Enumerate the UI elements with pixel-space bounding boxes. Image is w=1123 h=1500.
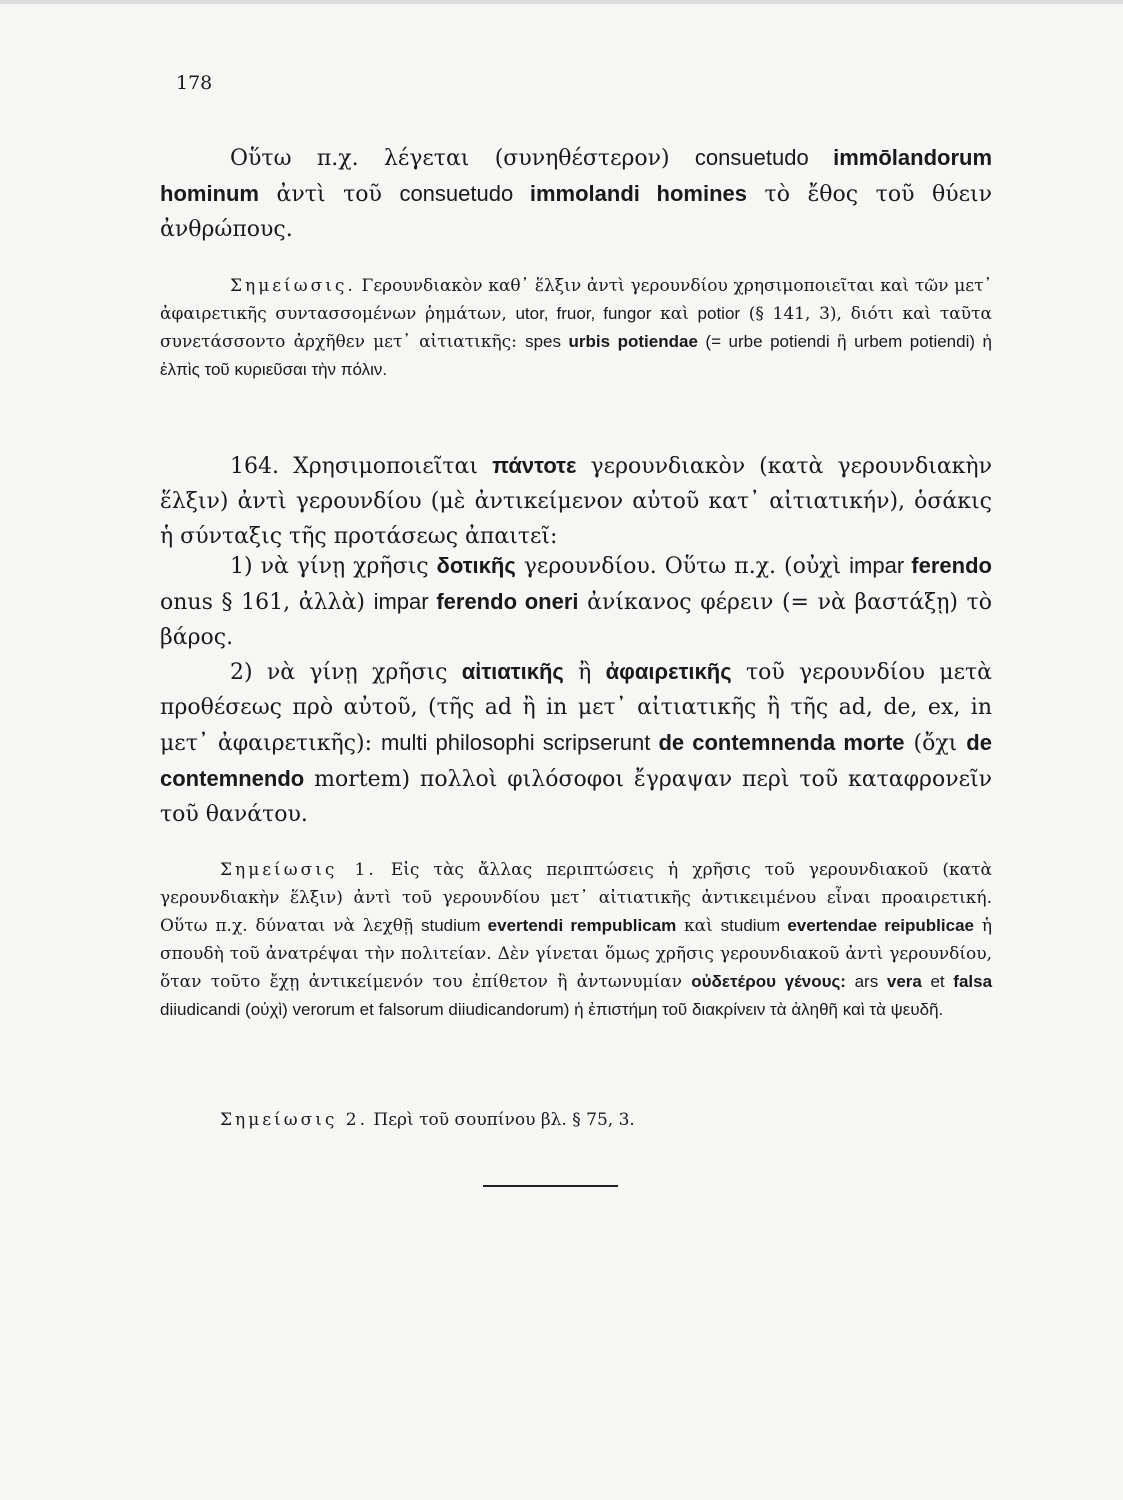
bold-term: δοτικῆς	[436, 553, 516, 578]
paragraph-example: Οὕτω π.χ. λέγεται (συνηθέστερον) consuetudo immōlandorum hominum ἀντὶ τοῦ consuetudo immolandi homines τὸ ἔθος τοῦ θύειν ἀνθρώπους.	[160, 145, 993, 242]
bold-term: οὐδετέρου γένους:	[691, 972, 846, 991]
bold-term: immolandi homines	[529, 181, 747, 206]
list-item-2: 2) νὰ γίνῃ χρῆσις αἰτιατικῆς ἢ ἀφαιρετικῆς τοῦ γερουνδίου μετὰ προθέσεως πρὸ αὐτοῦ, (τῆς ad ἢ in μετ᾽ αἰτιατικῆς ἢ τῆς ad, de, ex, in μετ᾽ ἀφαιρετικῆς): multi philosophi scripserunt de contemnenda morte (ὄχι de contemnendo mortem) πολλοὶ φιλόσοφοι ἔγραψαν περὶ τοῦ καταφρονεῖν τοῦ θανάτου.	[160, 659, 993, 827]
bold-term: ferendo	[911, 553, 992, 578]
note-paragraph-1: Σημείωσις 1. Εἰς τὰς ἄλλας περιπτώσεις ἡ χρῆσις τοῦ γερουνδιακοῦ (κατὰ γερουνδιακὴν ἕλξιν) ἀντὶ τοῦ γερουνδίου μετ᾽ αἰτιατικῆς ἀντικειμένου εἶναι προαιρετική. Οὕτω π.χ. δύναται νὰ λεχθῇ studium evertendi rempublicam καὶ studium evertendae reipublicae ἡ σπουδὴ τοῦ ἀνατρέψαι τὴν πολιτείαν. Δὲν γίνεται ὅμως χρῆσις γερουνδιακοῦ ἀντὶ γερουνδίου, ὅταν τοῦτο ἔχῃ ἀντικείμενόν του ἐπίθετον ἢ ἀντωνυμίαν οὐδετέρου γένους: ars vera et falsa diiudicandi (οὐχὶ) verorum et falsorum diiudicandorum) ἡ ἐπιστήμη τοῦ διακρίνειν τὰ ἀληθῆ καὶ τὰ ψευδῆ.	[160, 860, 993, 1019]
bold-term: vera	[886, 972, 922, 991]
note-label: Σημείωσις 1.	[220, 860, 377, 880]
note-paragraph-2: Σημείωσις 2. Περὶ τοῦ σουπίνου βλ. § 75, 3.	[220, 1110, 635, 1130]
bold-term: de contemnenda morte	[658, 730, 905, 755]
bold-term: πάντοτε	[492, 453, 577, 478]
note-label: Σημείωσις.	[230, 276, 356, 296]
bold-term: immōlandorum hominum	[160, 145, 993, 206]
top-edge-shadow	[0, 0, 1123, 4]
list-item-1: 1) νὰ γίνῃ χρῆσις δοτικῆς γερουνδίου. Οὕτω π.χ. (οὐχὶ impar ferendo onus § 161, ἀλλὰ) impar ferendo oneri ἀνίκανος φέρειν (= νὰ βαστάξῃ) τὸ βάρος.	[160, 553, 993, 650]
page-number: 178	[176, 72, 213, 94]
bold-term: urbis potiendae	[568, 332, 698, 351]
bold-term: evertendae reipublicae	[787, 916, 974, 935]
bold-term: de contemnendo	[160, 730, 992, 791]
bold-term: αἰτιατικῆς	[461, 659, 564, 684]
bold-term: ferendo oneri	[436, 589, 579, 614]
note-label: Σημείωσις 2.	[220, 1110, 369, 1130]
end-rule	[483, 1185, 618, 1187]
bold-term: ἀφαιρετικῆς	[605, 659, 732, 684]
bold-term: falsa	[953, 972, 993, 991]
section-number: 164.	[230, 454, 279, 479]
bold-term: evertendi rempublicam	[487, 916, 677, 935]
section-164: 164. Χρησιμοποιεῖται πάντοτε γερουνδιακὸν (κατὰ γερουνδιακὴν ἕλξιν) ἀντὶ γερουνδίου (μὲ ἀντικείμενον αὐτοῦ κατ᾽ αἰτιατικήν), ὁσάκις ἡ σύνταξις τῆς προτάσεως ἀπαιτεῖ:	[160, 453, 992, 549]
note-paragraph: Σημείωσις. Γερουνδιακὸν καθ᾽ ἕλξιν ἀντὶ γερουνδίου χρησιμοποιεῖται καὶ τῶν μετ᾽ ἀφαιρετικῆς συντασσομένων ῥημάτων, utor, fruor, fungor καὶ potior (§ 141, 3), διότι καὶ ταῦτα συνετάσσοντο ἀρχῆθεν μετ᾽ αἰτιατικῆς: spes urbis potiendae (= urbe potiendi ἢ urbem potiendi) ἡ ἐλπὶς τοῦ κυριεῦσαι τὴν πόλιν.	[160, 276, 992, 379]
